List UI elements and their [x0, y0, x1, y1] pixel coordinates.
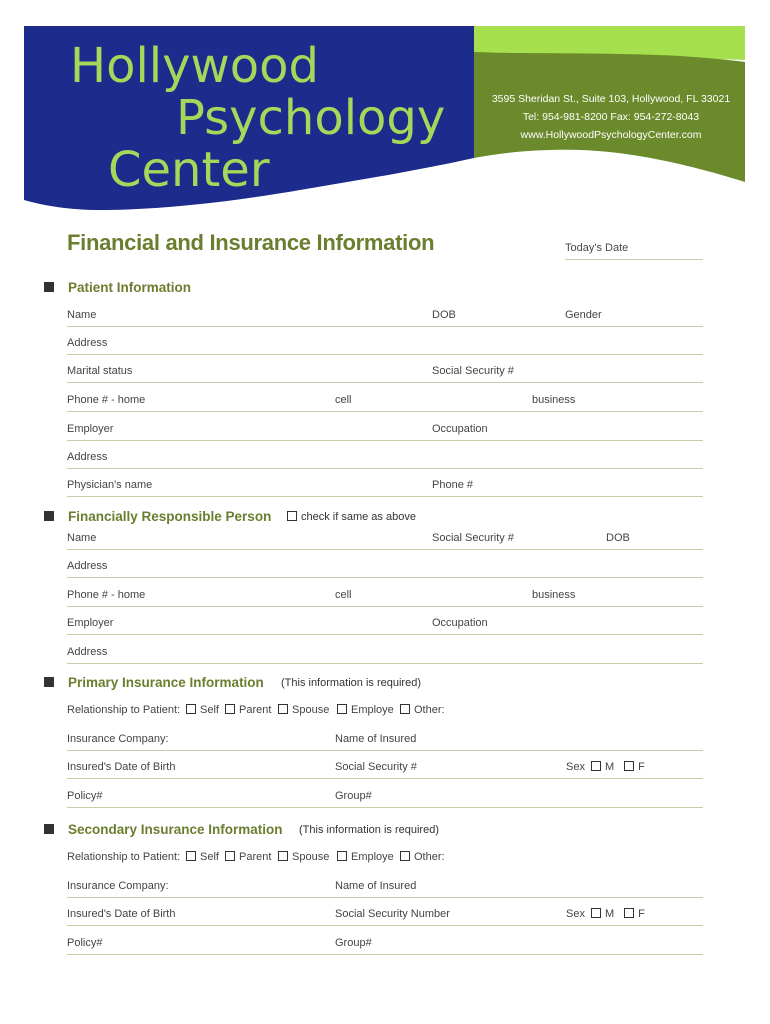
label-ssn: Social Security #	[432, 532, 514, 544]
label-dob: DOB	[432, 309, 456, 321]
option-label: Other:	[414, 851, 445, 863]
option-other[interactable]	[394, 851, 445, 863]
square-bullet-icon	[44, 511, 54, 521]
square-bullet-icon	[44, 677, 54, 687]
option-other[interactable]	[394, 704, 445, 716]
label-policy: Policy#	[67, 790, 103, 802]
section-heading: Secondary Insurance Information	[68, 822, 283, 837]
row-responsible-phone[interactable]	[67, 586, 703, 607]
row-responsible-employer[interactable]	[67, 614, 703, 635]
row-patient-phone[interactable]	[67, 391, 703, 412]
label-group: Group#	[335, 937, 372, 949]
form-title: Financial and Insurance Information	[67, 230, 435, 255]
option-parent[interactable]	[219, 851, 271, 863]
option-parent[interactable]	[219, 704, 271, 716]
row-primary-relationship	[67, 701, 703, 721]
option-label: Employe	[351, 851, 394, 863]
label-dob: DOB	[606, 532, 630, 544]
section-heading: Primary Insurance Information	[68, 675, 264, 690]
option-m: M	[604, 761, 615, 773]
contact-info	[476, 90, 746, 144]
label-address: Address	[67, 560, 108, 572]
checkbox-icon[interactable]	[624, 908, 634, 918]
label-phone-home: Phone # - home	[67, 589, 146, 601]
required-note: (This information is required)	[281, 677, 421, 689]
label-cell: cell	[335, 394, 352, 406]
option-label: Spouse	[292, 704, 330, 716]
option-f: F	[638, 908, 645, 920]
logo-line-2: Psychology	[176, 90, 446, 146]
checkbox-icon[interactable]	[400, 704, 410, 714]
option-f: F	[638, 761, 645, 773]
label-group: Group#	[335, 790, 372, 802]
section-heading: Patient Information	[68, 280, 192, 295]
sex-options	[566, 761, 645, 773]
row-secondary-relationship	[67, 848, 703, 868]
row-responsible-address-2[interactable]	[67, 643, 703, 664]
row-secondary-insured-dob[interactable]	[67, 905, 703, 926]
section-patient-information	[44, 280, 191, 295]
checkbox-icon[interactable]	[278, 851, 288, 861]
checkbox-icon[interactable]	[591, 761, 601, 771]
label-policy: Policy#	[67, 937, 103, 949]
row-primary-policy[interactable]	[67, 787, 703, 808]
square-bullet-icon	[44, 824, 54, 834]
label-business: business	[532, 394, 576, 406]
label-phone-home: Phone # - home	[67, 394, 146, 406]
option-spouse[interactable]	[272, 704, 329, 716]
option-employe[interactable]	[331, 851, 394, 863]
label-address: Address	[67, 451, 108, 463]
label-phone: Phone #	[432, 479, 473, 491]
option-spouse[interactable]	[272, 851, 329, 863]
option-label: Parent	[239, 851, 272, 863]
label-gender: Gender	[565, 309, 602, 321]
label-insured-dob: Insured's Date of Birth	[67, 908, 176, 920]
checkbox-icon[interactable]	[225, 704, 235, 714]
option-label: Self	[200, 704, 219, 716]
label-occupation: Occupation	[432, 423, 488, 435]
option-m: M	[604, 908, 615, 920]
logo	[70, 38, 446, 198]
row-secondary-company[interactable]	[67, 877, 703, 898]
label-sex: Sex	[566, 908, 585, 920]
option-label: Self	[200, 851, 219, 863]
row-patient-employer[interactable]	[67, 420, 703, 441]
checkbox-icon[interactable]	[624, 761, 634, 771]
checkbox-icon[interactable]	[287, 511, 297, 521]
label-ssn: Social Security #	[335, 761, 417, 773]
label-employer: Employer	[67, 617, 114, 629]
row-responsible-address[interactable]	[67, 557, 703, 578]
label-marital-status: Marital status	[67, 365, 133, 377]
sex-options	[566, 908, 645, 920]
checkbox-icon[interactable]	[400, 851, 410, 861]
todays-date-field[interactable]: Today's Date	[565, 242, 703, 260]
row-responsible-name[interactable]	[67, 529, 703, 550]
label-relationship: Relationship to Patient:	[67, 704, 181, 716]
label-ssn: Social Security #	[432, 365, 514, 377]
option-label: Other:	[414, 704, 445, 716]
label-physician: Physician's name	[67, 479, 153, 491]
label-ssn: Social Security Number	[335, 908, 450, 920]
option-employe[interactable]	[331, 704, 394, 716]
label-business: business	[532, 589, 576, 601]
logo-line-3: Center	[108, 142, 270, 198]
row-patient-address[interactable]	[67, 334, 703, 355]
checkbox-icon[interactable]	[591, 908, 601, 918]
checkbox-icon[interactable]	[186, 851, 196, 861]
same-as-above-checkbox[interactable]	[287, 511, 416, 523]
option-self[interactable]	[180, 704, 219, 716]
checkbox-icon[interactable]	[186, 704, 196, 714]
label-relationship: Relationship to Patient:	[67, 851, 181, 863]
row-patient-name[interactable]	[67, 306, 703, 327]
row-primary-insured-dob[interactable]	[67, 758, 703, 779]
logo-line-1: Hollywood	[70, 38, 319, 94]
label-insurance-company: Insurance Company:	[67, 733, 169, 745]
square-bullet-icon	[44, 282, 54, 292]
checkbox-icon[interactable]	[278, 704, 288, 714]
label-address: Address	[67, 337, 108, 349]
section-heading: Financially Responsible Person	[68, 509, 272, 524]
option-label: Spouse	[292, 851, 330, 863]
label-insurance-company: Insurance Company:	[67, 880, 169, 892]
label-employer: Employer	[67, 423, 114, 435]
label-address: Address	[67, 646, 108, 658]
checkbox-icon[interactable]	[225, 851, 235, 861]
section-responsible-person	[44, 509, 271, 524]
option-label: Employe	[351, 704, 394, 716]
label-name-of-insured: Name of Insured	[335, 733, 417, 745]
option-self[interactable]	[180, 851, 219, 863]
required-note: (This information is required)	[299, 824, 439, 836]
label-name-of-insured: Name of Insured	[335, 880, 417, 892]
row-patient-address-2[interactable]	[67, 448, 703, 469]
label-cell: cell	[335, 589, 352, 601]
row-patient-physician[interactable]	[67, 476, 703, 497]
website-text: www.HollywoodPsychologyCenter.com	[520, 129, 702, 141]
label-name: Name	[67, 532, 97, 544]
row-primary-company[interactable]	[67, 730, 703, 751]
option-label: Parent	[239, 704, 272, 716]
section-primary-insurance	[44, 675, 264, 690]
label-name: Name	[67, 309, 97, 321]
same-as-above-label: check if same as above	[301, 511, 416, 523]
label-occupation: Occupation	[432, 617, 488, 629]
checkbox-icon[interactable]	[337, 851, 347, 861]
label-sex: Sex	[566, 761, 585, 773]
row-patient-marital[interactable]	[67, 362, 703, 383]
phone-fax-text: Tel: 954-981-8200 Fax: 954-272-8043	[522, 111, 700, 123]
row-secondary-policy[interactable]	[67, 934, 703, 955]
checkbox-icon[interactable]	[337, 704, 347, 714]
address-text: 3595 Sheridan St., Suite 103, Hollywood, FL 33021	[491, 93, 731, 105]
label-insured-dob: Insured's Date of Birth	[67, 761, 176, 773]
section-secondary-insurance	[44, 822, 283, 837]
